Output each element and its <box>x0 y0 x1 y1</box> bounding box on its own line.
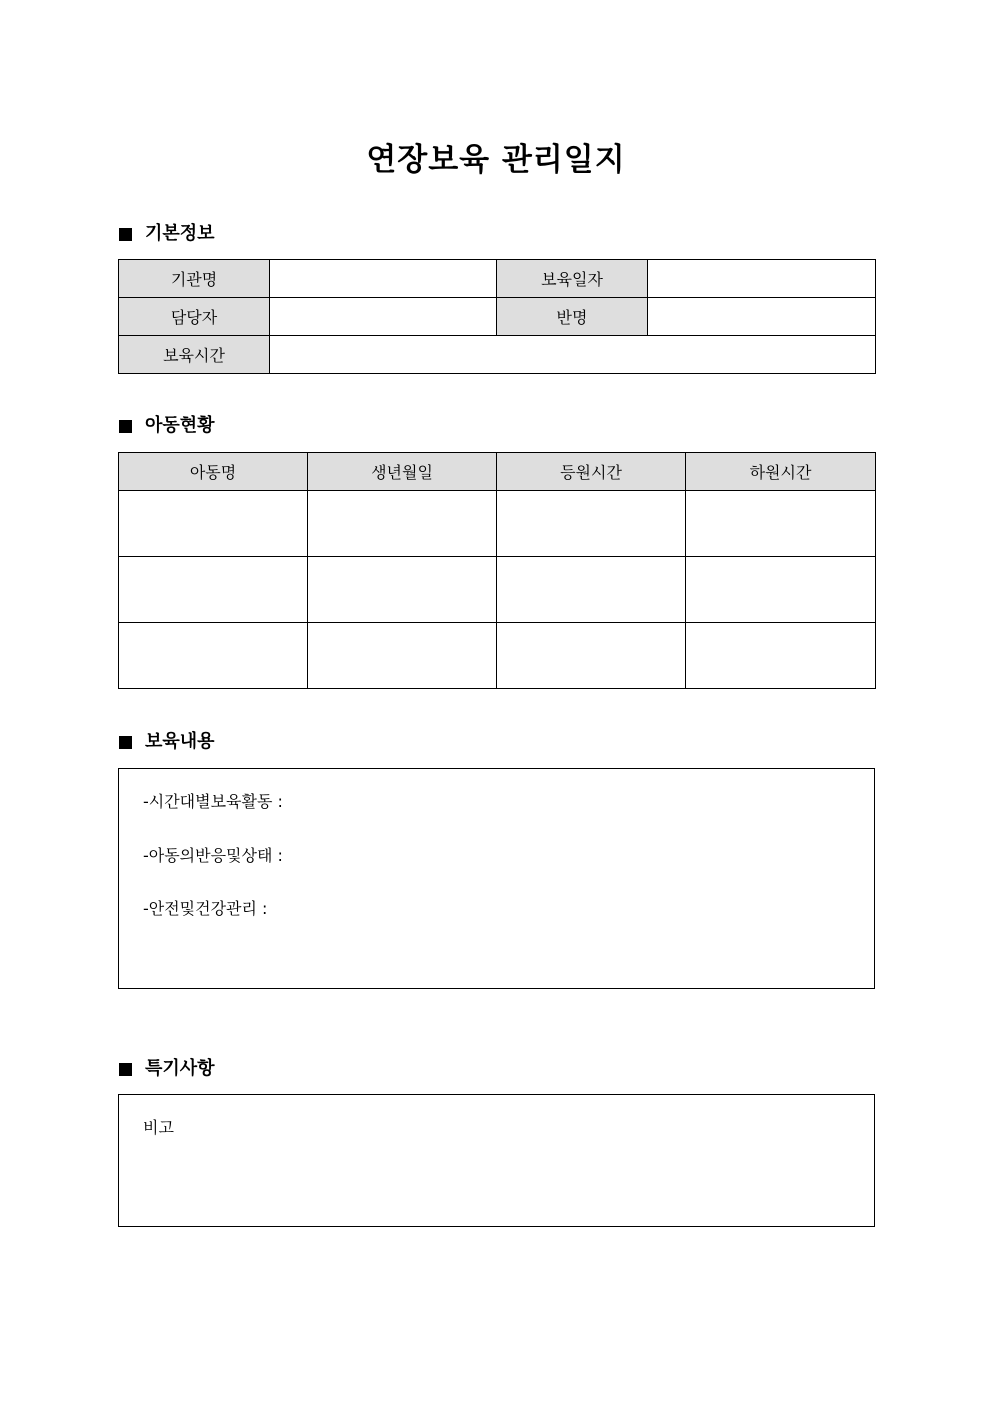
label-cell: 기관명 <box>119 260 270 298</box>
care-content-box[interactable] <box>118 768 875 989</box>
child-name-cell[interactable] <box>119 491 308 557</box>
child-response-line: -아동의반응및상태 : <box>143 846 283 865</box>
table-row <box>119 623 876 689</box>
section-title: 특기사항 <box>145 1058 215 1079</box>
square-bullet-icon <box>119 228 132 241</box>
square-bullet-icon <box>119 736 132 749</box>
section-heading-care-content <box>119 730 215 754</box>
section-title: 기본정보 <box>145 223 215 244</box>
table-row <box>119 298 876 336</box>
teacher-name-field[interactable] <box>270 298 497 336</box>
table-row <box>119 557 876 623</box>
departure-time-cell[interactable] <box>686 557 876 623</box>
child-name-cell[interactable] <box>119 557 308 623</box>
remarks-text: 비고 <box>143 1118 174 1137</box>
label-cell: 보육일자 <box>497 260 648 298</box>
table-row <box>119 336 876 374</box>
section-title: 보육내용 <box>145 731 215 752</box>
column-header: 등원시간 <box>497 453 686 491</box>
section-heading-basic-info <box>119 222 215 246</box>
section-heading-remarks <box>119 1057 215 1081</box>
child-name-cell[interactable] <box>119 623 308 689</box>
column-header: 하원시간 <box>686 453 876 491</box>
arrival-time-cell[interactable] <box>497 623 686 689</box>
arrival-time-cell[interactable] <box>497 491 686 557</box>
children-table <box>118 452 876 689</box>
institution-name-field[interactable] <box>270 260 497 298</box>
departure-time-cell[interactable] <box>686 623 876 689</box>
care-time-field[interactable] <box>270 336 876 374</box>
column-header: 아동명 <box>119 453 308 491</box>
safety-health-line: -안전및건강관리 : <box>143 899 268 918</box>
label-cell: 보육시간 <box>119 336 270 374</box>
section-title: 아동현황 <box>145 415 215 436</box>
square-bullet-icon <box>119 420 132 433</box>
remarks-box[interactable] <box>118 1094 875 1227</box>
activity-by-time-line: -시간대별보육활동 : <box>143 792 283 811</box>
class-name-field[interactable] <box>648 298 876 336</box>
arrival-time-cell[interactable] <box>497 557 686 623</box>
section-heading-children <box>119 414 215 438</box>
label-cell: 담당자 <box>119 298 270 336</box>
birth-date-cell[interactable] <box>308 491 497 557</box>
table-row <box>119 491 876 557</box>
birth-date-cell[interactable] <box>308 557 497 623</box>
page-title: 연장보육 관리일지 <box>366 142 626 178</box>
basic-info-table <box>118 259 876 374</box>
birth-date-cell[interactable] <box>308 623 497 689</box>
care-date-field[interactable] <box>648 260 876 298</box>
column-header: 생년월일 <box>308 453 497 491</box>
label-cell: 반명 <box>497 298 648 336</box>
table-header-row <box>119 453 876 491</box>
table-row <box>119 260 876 298</box>
departure-time-cell[interactable] <box>686 491 876 557</box>
square-bullet-icon <box>119 1063 132 1076</box>
